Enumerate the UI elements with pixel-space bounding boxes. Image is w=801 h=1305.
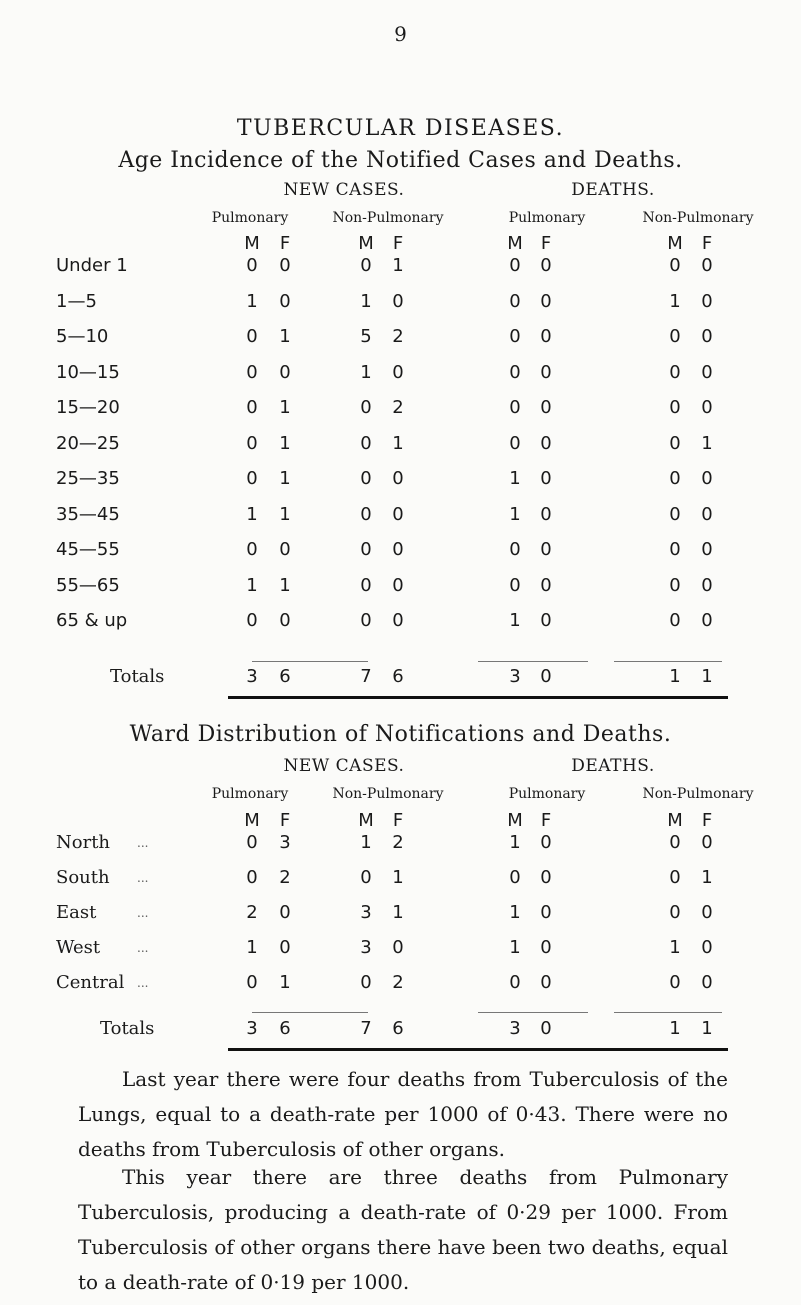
table-cell: 0	[669, 832, 681, 853]
table-cell: 1	[509, 503, 521, 525]
row-label: South	[56, 867, 110, 888]
female-column-header: F	[279, 810, 291, 831]
table-cell: 0	[360, 574, 372, 596]
table-cell: 1	[509, 832, 521, 853]
ward-totals-rule-3	[614, 1012, 722, 1013]
table-cell: 1	[246, 937, 258, 958]
table-cell: 0	[392, 539, 404, 560]
table-cell: 0	[669, 326, 681, 347]
table-cell: 1	[509, 937, 521, 958]
table-cell: 0	[509, 361, 521, 383]
table-cell: 1	[246, 290, 258, 312]
row-leader-dots: ...	[137, 941, 149, 955]
male-column-header: M	[244, 810, 260, 831]
table-cell: 0	[509, 972, 521, 993]
totals-cell: 1	[669, 666, 681, 687]
male-column-header: M	[507, 810, 523, 831]
table-cell: 0	[279, 361, 291, 383]
table-cell: 0	[279, 610, 291, 631]
table-cell: 0	[246, 539, 258, 560]
table-cell: 1	[701, 867, 713, 888]
table-cell: 0	[279, 937, 291, 958]
age-table-bottom-rule	[228, 696, 728, 699]
ward-totals-label: Totals	[100, 1018, 155, 1039]
table-cell: 0	[540, 326, 552, 347]
totals-cell: 7	[360, 666, 372, 687]
table-cell: 0	[540, 539, 552, 560]
table-cell: 0	[509, 326, 521, 347]
table-cell: 1	[279, 468, 291, 489]
table-cell: 1	[392, 867, 404, 888]
table-cell: 0	[540, 610, 552, 631]
ward-header-new-cases: NEW CASES.	[283, 756, 405, 776]
table-cell: 1	[360, 361, 372, 383]
table-cell: 0	[540, 832, 552, 853]
table-cell: 1	[279, 397, 291, 418]
table-cell: 0	[669, 972, 681, 993]
table-cell: 0	[701, 361, 713, 383]
table-cell: 1	[246, 503, 258, 525]
table-cell: 0	[540, 867, 552, 888]
table-cell: 0	[701, 468, 713, 489]
table-cell: 0	[246, 361, 258, 383]
totals-cell: 1	[701, 1018, 713, 1039]
table-cell: 1	[669, 290, 681, 312]
table-cell: 0	[279, 539, 291, 560]
table-cell: 0	[540, 503, 552, 525]
age-header-new-cases: NEW CASES.	[283, 180, 405, 200]
table-cell: 0	[509, 255, 521, 276]
table-cell: 0	[701, 397, 713, 418]
ward-table-subtitle: Ward Distribution of Notifications and Deaths.	[129, 722, 672, 747]
table-cell: 0	[669, 255, 681, 276]
table-cell: 0	[540, 574, 552, 596]
table-cell: 1	[392, 902, 404, 923]
male-column-header: M	[507, 233, 523, 254]
page-number: 9	[394, 22, 407, 46]
table-cell: 3	[360, 937, 372, 958]
table-cell: 0	[669, 361, 681, 383]
ward-subheader-new-pulmonary: Pulmonary	[211, 786, 289, 802]
ward-header-deaths: DEATHS.	[571, 756, 655, 776]
table-cell: 0	[392, 574, 404, 596]
row-label: North	[56, 832, 111, 853]
age-subheader-deaths-non-pulmonary: Non-Pulmonary	[642, 210, 754, 226]
table-cell: 1	[509, 468, 521, 489]
table-cell: 0	[360, 610, 372, 631]
totals-cell: 0	[540, 1018, 552, 1039]
ward-subheader-deaths-non-pulmonary: Non-Pulmonary	[642, 786, 754, 802]
table-cell: 0	[540, 972, 552, 993]
row-label: 35—45	[56, 503, 120, 525]
row-label: East	[56, 902, 97, 923]
table-cell: 2	[392, 397, 404, 418]
table-cell: 0	[392, 290, 404, 312]
female-column-header: F	[540, 810, 552, 831]
table-cell: 0	[509, 290, 521, 312]
table-cell: 0	[360, 503, 372, 525]
table-cell: 0	[360, 867, 372, 888]
table-cell: 0	[360, 397, 372, 418]
table-cell: 3	[360, 902, 372, 923]
ward-totals-rule-1	[252, 1012, 368, 1013]
table-cell: 1	[279, 503, 291, 525]
table-cell: 1	[360, 290, 372, 312]
table-cell: 2	[392, 832, 404, 853]
table-cell: 1	[279, 972, 291, 993]
table-cell: 1	[392, 432, 404, 454]
row-label: 65 & up	[56, 610, 128, 631]
totals-cell: 0	[540, 666, 552, 687]
totals-cell: 6	[392, 666, 404, 687]
table-cell: 1	[509, 902, 521, 923]
table-cell: 0	[246, 832, 258, 853]
female-column-header: F	[701, 810, 713, 831]
table-cell: 3	[279, 832, 291, 853]
table-cell: 2	[392, 326, 404, 347]
table-cell: 0	[701, 937, 713, 958]
paragraph-last-year: Last year there were four deaths from Tuberculosis of the Lungs, equal to a death-rate per 1000 of 0·43. There were no deaths from Tuberculosis of other organs.	[78, 1067, 728, 1161]
table-cell: 0	[246, 326, 258, 347]
table-cell: 0	[701, 574, 713, 596]
row-label: Under 1	[56, 255, 128, 276]
table-cell: 0	[540, 361, 552, 383]
female-column-header: F	[279, 233, 291, 254]
ward-totals-rule-2	[478, 1012, 588, 1013]
row-label: 15—20	[56, 397, 120, 418]
female-column-header: F	[392, 233, 404, 254]
table-cell: 0	[279, 255, 291, 276]
row-label: 25—35	[56, 468, 120, 489]
table-cell: 1	[246, 574, 258, 596]
table-cell: 5	[360, 326, 372, 347]
row-label: 45—55	[56, 539, 120, 560]
male-column-header: M	[358, 810, 374, 831]
table-cell: 0	[360, 539, 372, 560]
female-column-header: F	[392, 810, 404, 831]
age-subheader-new-non-pulmonary: Non-Pulmonary	[332, 210, 444, 226]
page-title: TUBERCULAR DISEASES.	[236, 116, 565, 141]
table-cell: 0	[360, 432, 372, 454]
row-label: West	[56, 937, 101, 958]
table-cell: 0	[392, 937, 404, 958]
table-cell: 1	[392, 255, 404, 276]
table-cell: 0	[540, 902, 552, 923]
table-cell: 1	[669, 937, 681, 958]
table-cell: 0	[246, 610, 258, 631]
table-cell: 2	[392, 972, 404, 993]
male-column-header: M	[358, 233, 374, 254]
table-cell: 0	[246, 972, 258, 993]
row-label: 1—5	[56, 290, 97, 312]
table-cell: 0	[360, 972, 372, 993]
totals-cell: 3	[246, 1018, 258, 1039]
female-column-header: F	[540, 233, 552, 254]
age-totals-rule-2	[478, 661, 588, 662]
table-cell: 0	[701, 539, 713, 560]
table-cell: 0	[246, 867, 258, 888]
table-cell: 0	[540, 255, 552, 276]
table-cell: 0	[509, 539, 521, 560]
table-cell: 0	[701, 902, 713, 923]
age-table-subtitle: Age Incidence of the Notified Cases and Deaths.	[118, 148, 683, 173]
table-cell: 0	[701, 326, 713, 347]
table-cell: 0	[540, 397, 552, 418]
table-cell: 0	[360, 255, 372, 276]
table-cell: 0	[509, 432, 521, 454]
table-cell: 1	[279, 574, 291, 596]
table-cell: 0	[669, 432, 681, 454]
table-cell: 0	[701, 503, 713, 525]
age-subheader-deaths-pulmonary: Pulmonary	[508, 210, 586, 226]
table-cell: 0	[246, 432, 258, 454]
table-cell: 0	[701, 832, 713, 853]
totals-cell: 3	[246, 666, 258, 687]
table-cell: 0	[509, 867, 521, 888]
table-cell: 0	[669, 539, 681, 560]
totals-cell: 1	[669, 1018, 681, 1039]
age-totals-rule-1	[252, 661, 368, 662]
row-label: 5—10	[56, 326, 109, 347]
age-totals-rule-3	[614, 661, 722, 662]
table-cell: 0	[701, 610, 713, 631]
table-cell: 1	[509, 610, 521, 631]
table-cell: 0	[392, 468, 404, 489]
table-cell: 2	[279, 867, 291, 888]
row-leader-dots: ...	[137, 836, 149, 850]
table-cell: 0	[669, 610, 681, 631]
row-label: 20—25	[56, 432, 120, 454]
totals-cell: 3	[509, 1018, 521, 1039]
table-cell: 0	[540, 432, 552, 454]
table-cell: 0	[279, 290, 291, 312]
table-cell: 0	[701, 255, 713, 276]
table-cell: 1	[279, 326, 291, 347]
table-cell: 0	[540, 937, 552, 958]
table-cell: 0	[669, 503, 681, 525]
table-cell: 0	[669, 574, 681, 596]
totals-cell: 3	[509, 666, 521, 687]
ward-table-bottom-rule	[228, 1048, 728, 1051]
table-cell: 0	[669, 867, 681, 888]
row-label: Central	[56, 972, 125, 993]
female-column-header: F	[701, 233, 713, 254]
table-cell: 0	[669, 397, 681, 418]
table-cell: 0	[509, 397, 521, 418]
totals-cell: 6	[279, 666, 291, 687]
table-cell: 0	[540, 290, 552, 312]
table-cell: 0	[540, 468, 552, 489]
row-label: 55—65	[56, 574, 120, 596]
table-cell: 0	[392, 361, 404, 383]
totals-cell: 6	[392, 1018, 404, 1039]
table-cell: 1	[279, 432, 291, 454]
row-leader-dots: ...	[137, 871, 149, 885]
totals-cell: 6	[279, 1018, 291, 1039]
table-cell: 0	[246, 397, 258, 418]
paragraph-this-year: This year there are three deaths from Pulmonary Tuberculosis, producing a death-rate of 0·29 per 1000. From Tuberculosis of other organs there have been two deaths, equal to a death-rate of 0·19 per 1000.	[78, 1165, 728, 1294]
table-cell: 0	[392, 503, 404, 525]
table-cell: 1	[360, 832, 372, 853]
row-label: 10—15	[56, 361, 120, 383]
age-header-deaths: DEATHS.	[571, 180, 655, 200]
male-column-header: M	[667, 810, 683, 831]
table-cell: 0	[392, 610, 404, 631]
table-cell: 1	[701, 432, 713, 454]
table-cell: 0	[509, 574, 521, 596]
ward-subheader-new-non-pulmonary: Non-Pulmonary	[332, 786, 444, 802]
table-cell: 0	[360, 468, 372, 489]
totals-cell: 7	[360, 1018, 372, 1039]
male-column-header: M	[244, 233, 260, 254]
table-cell: 0	[701, 290, 713, 312]
table-cell: 0	[669, 902, 681, 923]
row-leader-dots: ...	[137, 976, 149, 990]
table-cell: 0	[279, 902, 291, 923]
table-cell: 0	[669, 468, 681, 489]
ward-subheader-deaths-pulmonary: Pulmonary	[508, 786, 586, 802]
table-cell: 0	[246, 255, 258, 276]
age-subheader-new-pulmonary: Pulmonary	[211, 210, 289, 226]
table-cell: 2	[246, 902, 258, 923]
table-cell: 0	[701, 972, 713, 993]
row-leader-dots: ...	[137, 906, 149, 920]
male-column-header: M	[667, 233, 683, 254]
totals-cell: 1	[701, 666, 713, 687]
table-cell: 0	[246, 468, 258, 489]
age-totals-label: Totals	[110, 666, 165, 687]
